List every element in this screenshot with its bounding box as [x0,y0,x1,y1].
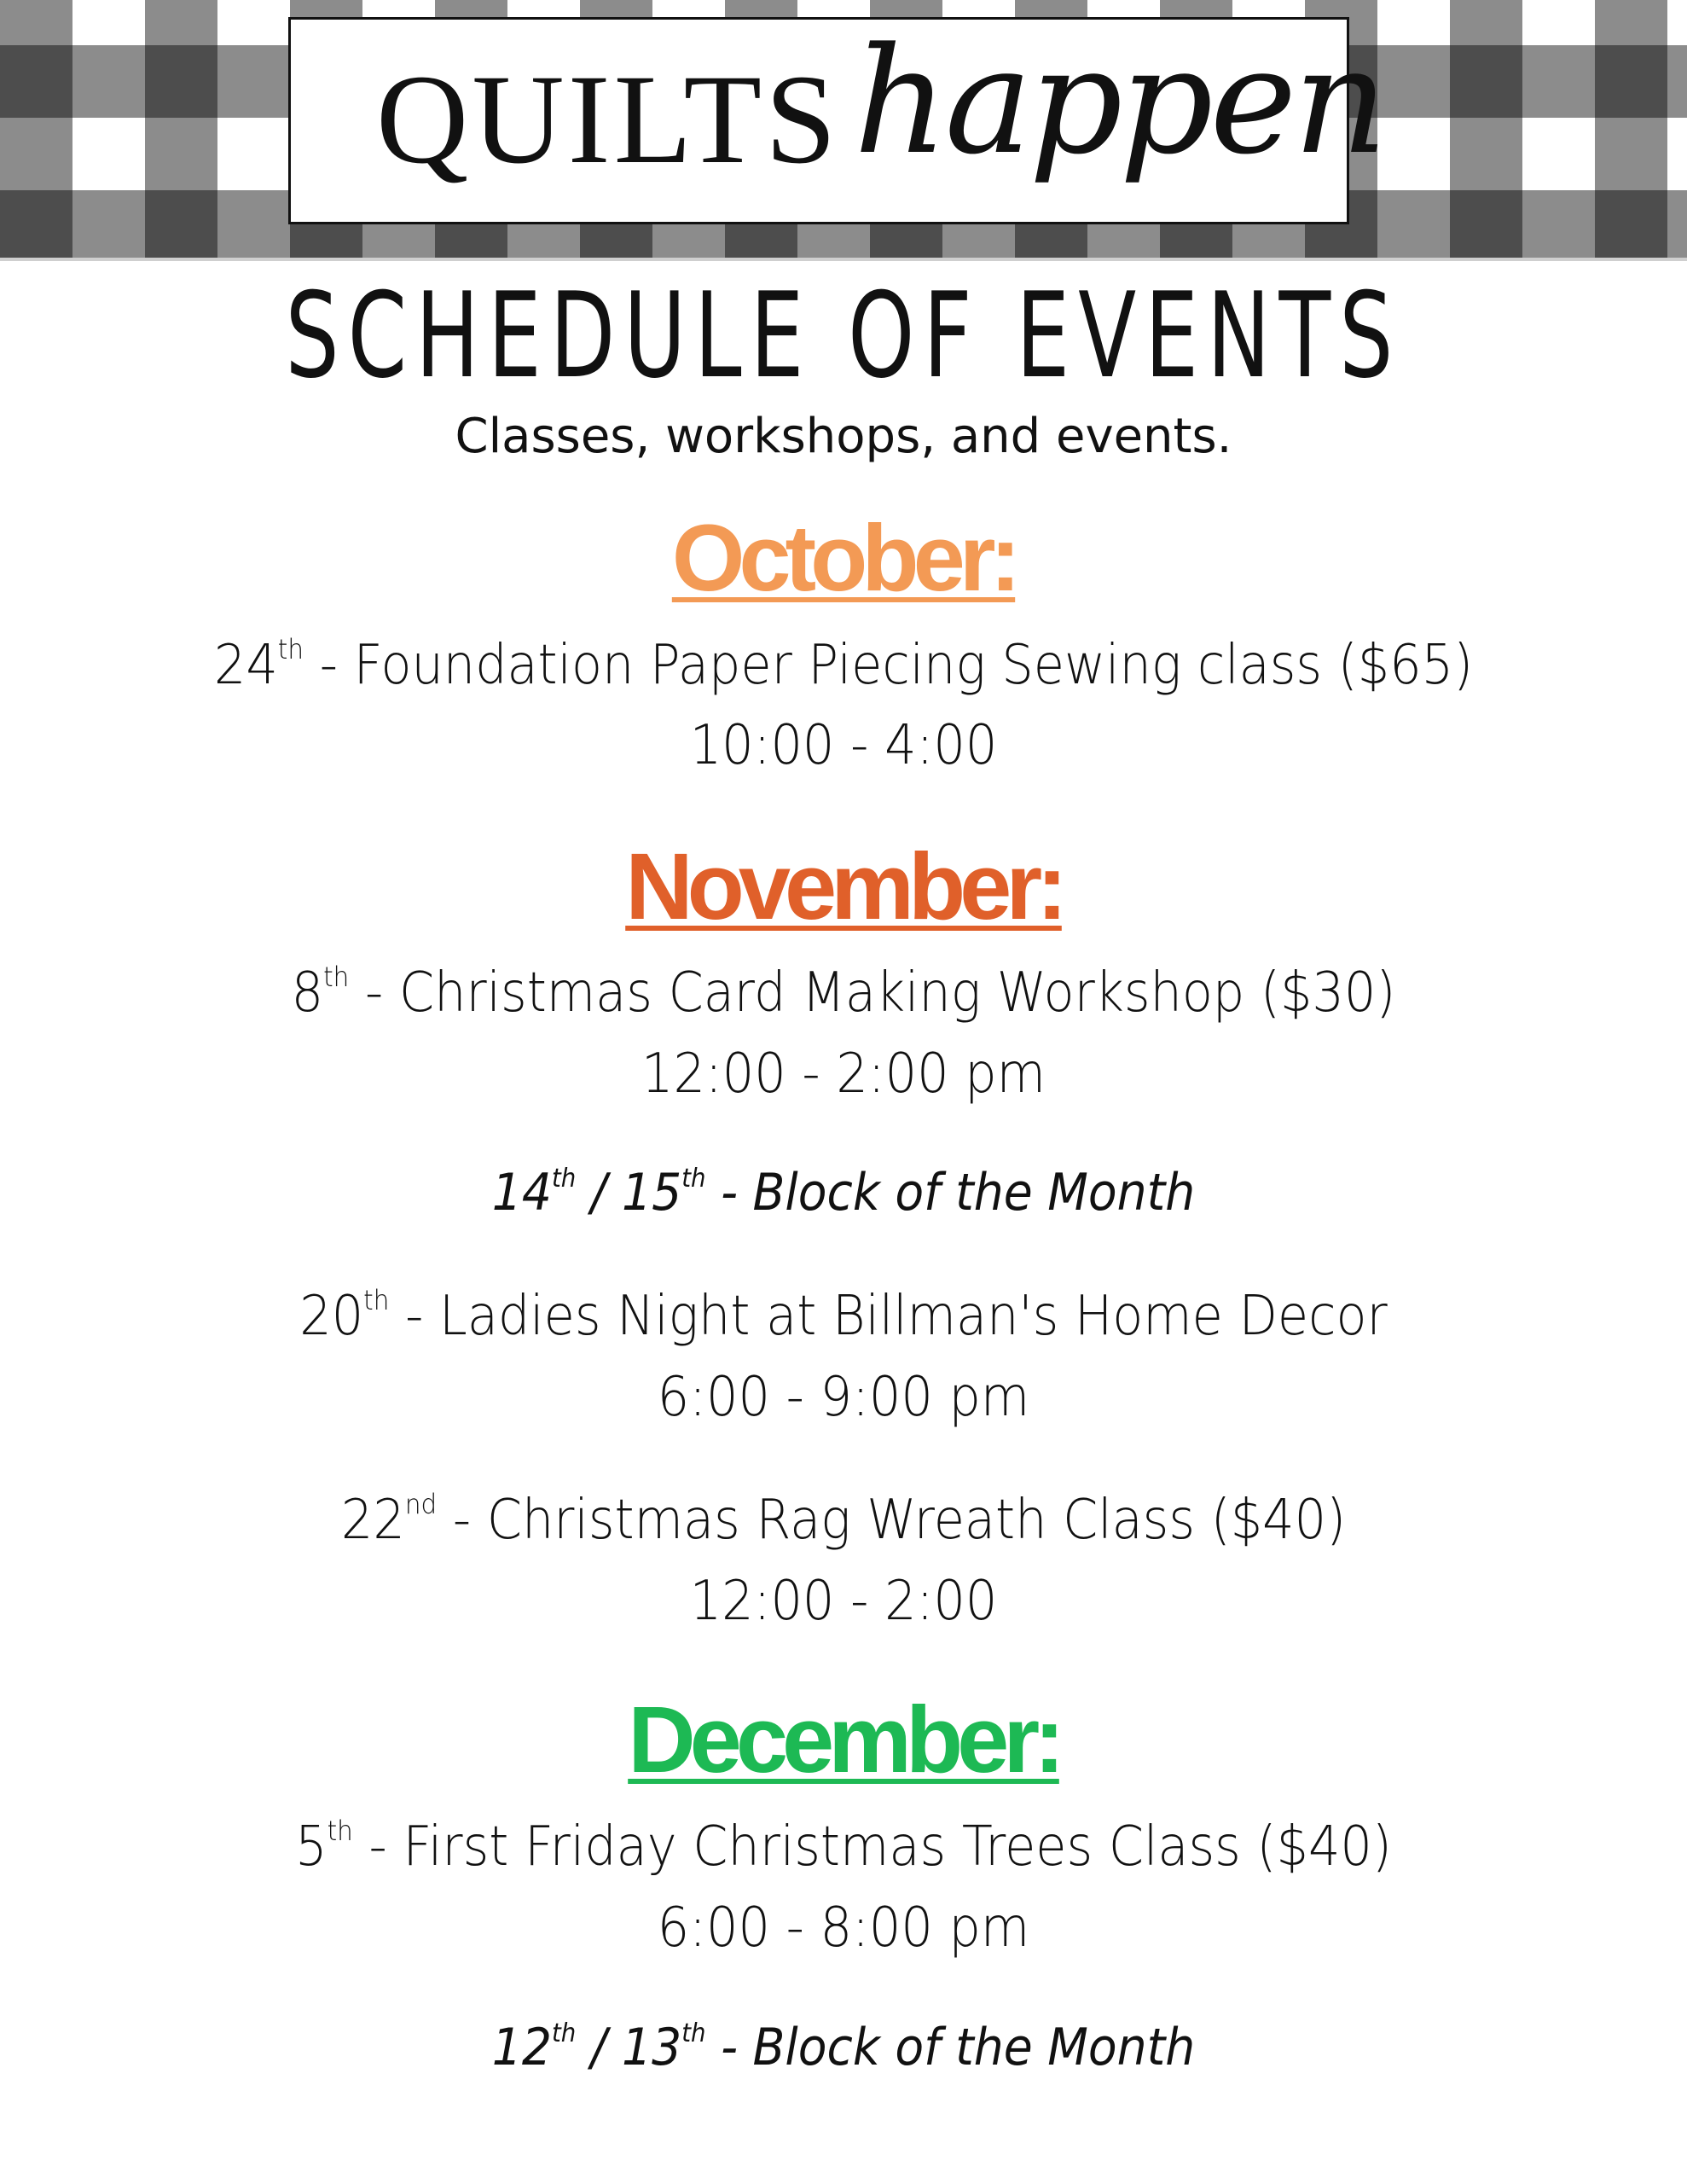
event-day: 20 [299,1285,364,1348]
month-label: November: [625,834,1062,939]
event-day-separator: / [590,2018,607,2077]
month-heading-december [0,1687,1687,1792]
event-day-suffix: th [277,633,304,666]
event-time: 6:00 - 9:00 pm [657,1366,1030,1429]
month-label: October: [671,506,1016,611]
event-line [67,2018,1620,2077]
event-line [67,1284,1620,1348]
event-day-2: 13 [621,2018,682,2077]
event-line [67,633,1620,697]
event-title: - First Friday Christmas Trees Class ($40) [368,1815,1392,1879]
event-title: - Christmas Rag Wreath Class ($40) [452,1489,1347,1552]
event-day-suffix: nd [404,1488,438,1521]
event-title: - Foundation Paper Piecing Sewing class ($65) [319,634,1474,697]
title-happen: happen [854,15,1385,187]
event-line [67,1815,1620,1879]
event-day-2-suffix: th [681,2018,706,2048]
title-box [288,15,1385,224]
event-title: - Ladies Night at Billman's Home Decor [405,1285,1388,1348]
event-day-suffix: th [323,961,350,994]
event-day: 12 [491,2018,552,2077]
event-title: - Block of the Month [721,2018,1196,2077]
subtitle: Classes, workshops, and events. [455,409,1232,464]
event-title: - Block of the Month [721,1163,1196,1223]
event-day: 24 [213,634,278,697]
schedule-title: SCHEDULE OF EVENTS [285,267,1402,404]
event-day: 14 [491,1163,552,1223]
event-time: 6:00 - 8:00 pm [657,1896,1030,1960]
event-time: 10:00 - 4:00 [689,714,998,777]
event-day-2-suffix: th [681,1164,706,1194]
event-day-separator: / [590,1163,607,1223]
event-day-suffix: th [363,1284,390,1317]
event-day: 22 [340,1489,405,1552]
event-time: 12:00 - 2:00 [689,1570,998,1633]
banner-divider [0,258,1687,261]
event-day-suffix: th [551,2018,577,2048]
month-heading-november [0,834,1687,939]
title-quilts: QUILTS [376,49,840,190]
event-line [67,961,1620,1025]
event-title: - Christmas Card Making Workshop ($30) [365,961,1396,1025]
event-day: 5 [295,1815,328,1879]
event-line [67,1488,1620,1552]
event-day-suffix: th [327,1815,353,1848]
event-line [67,1163,1620,1223]
month-label: December: [628,1687,1059,1792]
month-heading-october [0,506,1687,611]
event-day-2: 15 [621,1163,682,1223]
event-day-suffix: th [551,1164,577,1194]
event-time: 12:00 - 2:00 pm [641,1043,1046,1106]
event-day: 8 [291,961,324,1025]
